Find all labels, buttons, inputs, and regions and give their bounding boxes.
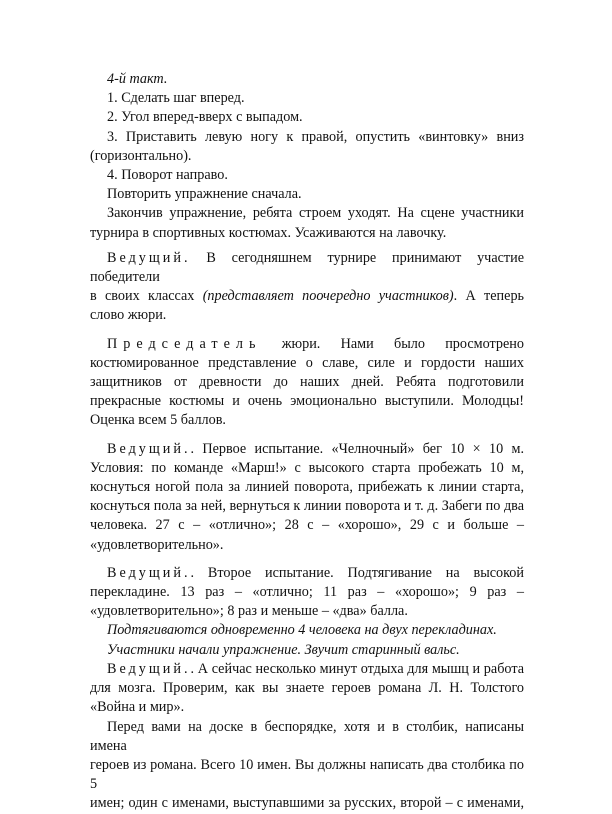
board-line-2: героев из романа. Всего 10 имен. Вы должны написать два столбика по 5 bbox=[90, 756, 524, 793]
host-paragraph-3-line-1: Ведущий.. Второе испытание. Подтягивание на высокой bbox=[107, 564, 524, 581]
host-paragraph-2-line-1: Ведущий.. Первое испытание. «Челночный» бег 10 × 10 м. bbox=[107, 440, 524, 457]
host-paragraph-4-line-2: для мозга. Проверим, как вы знаете героев романа Л. Н. Толстого bbox=[90, 680, 524, 697]
host-label: Ведущий. bbox=[107, 564, 191, 581]
host-paragraph-1-line-1: Ведущий. В сегодняшнем турнире принимают участие победители bbox=[90, 249, 524, 286]
host-label: Ведущий. bbox=[107, 440, 191, 457]
board-line-3: имен; один с именами, выступавшими за русских, второй – с именами, bbox=[90, 795, 524, 812]
step-3-line-1: 3. Приставить левую ногу к правой, опустить «винтовку» вниз bbox=[107, 128, 524, 145]
tact-heading: 4-й такт. bbox=[107, 71, 168, 87]
host-paragraph-2-line-4: коснуться пола за ней, вернуться к линии поворота и т. д. Забеги по два bbox=[90, 498, 524, 515]
chair-line-2: костюмированное представление о славе, силе и гордости наших bbox=[90, 354, 524, 371]
host-paragraph-4-line-1: Ведущий.. А сейчас несколько минут отдыха для мышц и работа bbox=[107, 660, 524, 677]
stage-direction-2: Участники начали упражнение. Звучит старинный вальс. bbox=[107, 641, 460, 658]
chair-line-5: Оценка всем 5 баллов. bbox=[90, 412, 226, 429]
finish-line-2: турнира в спортивных костюмах. Усаживаются на лавочку. bbox=[90, 224, 447, 241]
host-paragraph-2-line-6: «удовлетворительно». bbox=[90, 536, 224, 553]
repeat-instruction: Повторить упражнение сначала. bbox=[107, 186, 302, 203]
host-paragraph-4-line-3: «Война и мир». bbox=[90, 699, 185, 716]
chair-line-1: Председатель жюри. Нами было просмотрено bbox=[90, 335, 524, 354]
board-line-1: Перед вами на доске в беспорядке, хотя и в столбик, написаны имена bbox=[90, 718, 524, 754]
step-2: 2. Угол вперед-вверх с выпадом. bbox=[107, 109, 303, 126]
chair-line-4: прекрасные костюмы и очень эмоционально выступили. Молодцы! bbox=[90, 393, 524, 410]
host-label: Ведущий. bbox=[107, 249, 191, 266]
host-paragraph-2-line-2: Условия: по команде «Марш!» с высокого старта пробежать 10 м, bbox=[90, 459, 524, 476]
host-paragraph-1-line-3: слово жюри. bbox=[90, 307, 167, 324]
chair-label: Председатель bbox=[107, 335, 262, 352]
host-label: Ведущий. bbox=[107, 660, 191, 677]
document-body bbox=[90, 70, 524, 814]
finish-line-1: Закончив упражнение, ребята строем уходят. На сцене участники bbox=[107, 205, 524, 222]
host-paragraph-2-line-3: коснуться ногой пола за линией поворота, прибежать к линии старта, bbox=[90, 479, 524, 496]
step-1: 1. Сделать шаг вперед. bbox=[107, 90, 245, 107]
step-4: 4. Поворот направо. bbox=[107, 167, 228, 184]
host-paragraph-3-line-2: перекладине. 13 раз – «отлично; 11 раз – «хорошо»; 9 раз – bbox=[90, 584, 524, 601]
step-3-line-2: (горизонтально). bbox=[90, 147, 192, 164]
host-paragraph-2-line-5: человека. 27 с – «отлично»; 28 с – «хорошо», 29 с и больше – bbox=[90, 517, 524, 534]
stage-direction-1: Подтягиваются одновременно 4 человека на двух перекладинах. bbox=[107, 622, 497, 639]
host-paragraph-3-line-3: «удовлетворительно»; 8 раз и меньше – «два» балла. bbox=[90, 603, 408, 620]
chair-line-3: защитников от древности до наших дней. Ребята подготовили bbox=[90, 374, 524, 391]
host-paragraph-1-line-2: в своих классах (представляет поочередно участников). А теперь bbox=[90, 288, 525, 305]
